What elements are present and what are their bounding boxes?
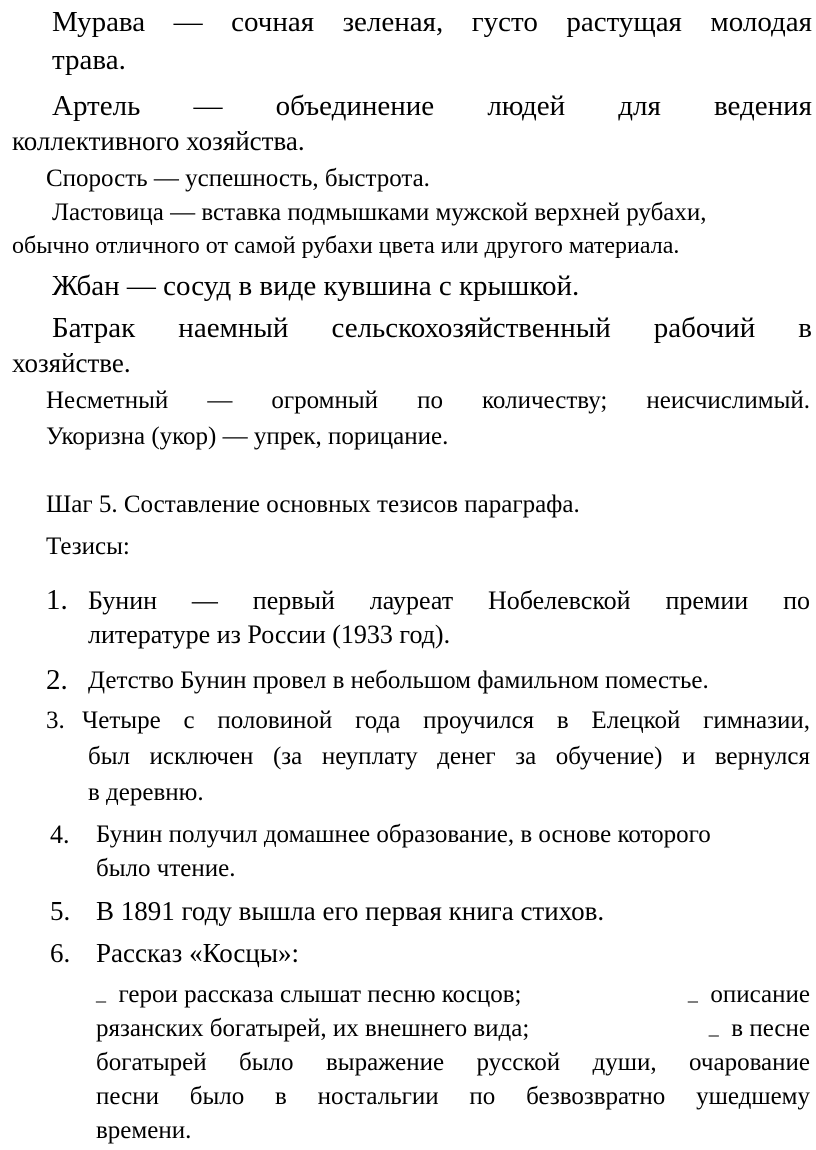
kostsy-line-3: богатырей было выражение русской души, очарование [96,1049,810,1076]
thesis-line: было чтение. [96,855,236,882]
thesis-line: в деревню. [88,779,204,806]
glossary-nesmetny: Несметный — огромный по количеству; неисчислимый. [46,387,810,414]
thesis-line: был исключен (за неуплату денег за обучение) и вернулся [88,743,810,770]
glossary-batrak-line-2: хозяйстве. [12,348,131,378]
glossary-batrak-line-1: Батрак наемный сельскохозяйственный рабочий в [52,312,812,344]
kostsy-text: герои рассказа слышат песню косцов; [118,981,522,1008]
bullet-glyph: _ [96,983,106,1005]
kostsy-bullet-3 [709,1016,810,1041]
glossary-murava-line-2: трава. [52,44,126,76]
thesis-line: Бунин получил домашнее образование, в основе которого [96,821,711,848]
kostsy-text: рязанских богатырей, их внешнего вида; [96,1015,530,1042]
glossary-lastovitsa-line-2: обычно отличного от самой рубахи цвета или другого материала. [12,233,680,259]
step-heading: Шаг 5. Составление основных тезисов параграфа. [46,491,580,518]
thesis-line: Рассказ «Косцы»: [96,938,299,968]
kostsy-line-1 [96,982,810,1007]
kostsy-text: описание [710,981,810,1008]
thesis-number: 2. [46,664,68,696]
glossary-murava-line-1: Мурава — сочная зеленая, густо растущая молодая [52,6,812,38]
kostsy-text: в песне [731,1015,810,1042]
kostsy-bullet-1 [96,982,522,1007]
thesis-line: Детство Бунин провел в небольшом фамильном поместье. [88,667,709,694]
bullet-glyph: _ [687,983,698,1005]
glossary-ukorizna: Укоризна (укор) — упрек, порицание. [46,423,449,450]
glossary-lastovitsa-line-1: Ластовица — вставка подмышками мужской верхней рубахи, [52,199,707,226]
kostsy-line-5: времени. [96,1117,192,1144]
glossary-sporost: Спорость — успешность, быстрота. [46,165,430,192]
thesis-number: 6. [50,938,71,968]
kostsy-bullet-2 [688,982,810,1007]
thesis-number: 5. [50,896,71,926]
thesis-line: Бунин — первый лауреат Нобелевской премии по [88,586,810,615]
glossary-artel-line-2: коллективного хозяйства. [12,126,305,156]
thesis-line: литературе из России (1933 год). [88,620,451,649]
thesis-line: Четыре с половиной года проучился в Елецкой гимназии, [82,707,810,734]
thesis-number: 1. [46,584,68,616]
theses-label: Тезисы: [46,533,130,560]
bullet-glyph: _ [708,1017,719,1039]
thesis-number: 4. [50,820,70,849]
thesis-number: 3. [46,707,65,734]
kostsy-line-2 [96,1016,810,1041]
thesis-line: В 1891 году вышла его первая книга стихов. [96,896,605,926]
kostsy-line-4: песни было в ностальгии по безвозвратно ушедшему [96,1083,810,1110]
glossary-artel-line-1: Артель — объединение людей для ведения [52,90,812,122]
glossary-zhban: Жбан — сосуд в виде кувшина с крышкой. [52,270,580,302]
